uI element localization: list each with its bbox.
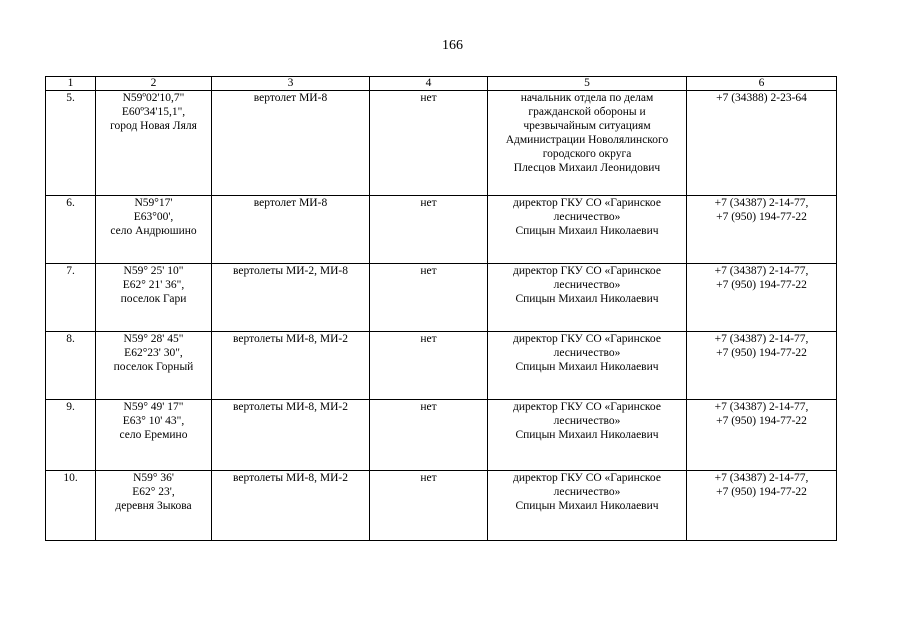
contact-line: чрезвычайным ситуациям bbox=[523, 120, 651, 132]
row-number: 7. bbox=[66, 265, 75, 277]
contact-line: начальник отдела по делам bbox=[520, 92, 654, 104]
aircraft-type: вертолеты МИ-2, МИ-8 bbox=[233, 265, 348, 277]
row-number: 5. bbox=[66, 92, 75, 104]
header-row bbox=[46, 77, 837, 91]
contact-line: Спицын Михаил Николаевич bbox=[515, 293, 659, 305]
location-line: N59° 28' 45" bbox=[123, 333, 184, 345]
contact-cell bbox=[488, 400, 687, 471]
column-4-cell bbox=[370, 332, 488, 400]
contact-line: Спицын Михаил Николаевич bbox=[515, 429, 659, 441]
column-4-cell bbox=[370, 400, 488, 471]
page-number: 166 bbox=[442, 38, 463, 53]
phone-line: +7 (34388) 2-23-64 bbox=[716, 92, 807, 104]
table-row bbox=[46, 196, 837, 264]
header-cell-2: 2 bbox=[96, 77, 212, 91]
header-cell-5: 5 bbox=[488, 77, 687, 91]
header-cell-6: 6 bbox=[687, 77, 837, 91]
phone-cell bbox=[687, 196, 837, 264]
phone-cell bbox=[687, 332, 837, 400]
aircraft-type: вертолет МИ-8 bbox=[253, 197, 328, 209]
contact-line: Спицын Михаил Николаевич bbox=[515, 225, 659, 237]
phone-line: +7 (34387) 2-14-77, bbox=[714, 265, 809, 277]
aircraft-cell bbox=[212, 196, 370, 264]
phone-line: +7 (950) 194-77-22 bbox=[716, 279, 807, 291]
header-cell-4: 4 bbox=[370, 77, 488, 91]
contact-cell bbox=[488, 264, 687, 332]
location-line: N59°17' bbox=[134, 197, 173, 209]
location-line: село Андрюшино bbox=[110, 225, 197, 237]
location-cell bbox=[96, 332, 212, 400]
location-cell bbox=[96, 471, 212, 541]
row-number-cell bbox=[46, 264, 96, 332]
location-line: N59º02'10,7" bbox=[122, 92, 185, 104]
aircraft-cell bbox=[212, 91, 370, 196]
location-line: село Еремино bbox=[119, 429, 188, 441]
location-line: деревня Зыкова bbox=[115, 500, 192, 512]
row-number-cell bbox=[46, 400, 96, 471]
phone-line: +7 (950) 194-77-22 bbox=[716, 347, 807, 359]
location-line: город Новая Ляля bbox=[110, 120, 197, 132]
row-number: 10. bbox=[63, 472, 78, 484]
row-number-cell bbox=[46, 332, 96, 400]
table-row bbox=[46, 91, 837, 196]
contact-cell bbox=[488, 196, 687, 264]
phone-line: +7 (950) 194-77-22 bbox=[716, 415, 807, 427]
column-4-value: нет bbox=[420, 333, 437, 345]
row-number-cell bbox=[46, 196, 96, 264]
location-line: E63°00', bbox=[133, 211, 174, 223]
header-cell-1: 1 bbox=[46, 77, 96, 91]
column-4-value: нет bbox=[420, 92, 437, 104]
phone-line: +7 (950) 194-77-22 bbox=[716, 486, 807, 498]
contact-line: Спицын Михаил Николаевич bbox=[515, 361, 659, 373]
location-cell bbox=[96, 400, 212, 471]
row-number: 8. bbox=[66, 333, 75, 345]
contact-line: лесничество» bbox=[553, 279, 621, 291]
location-cell bbox=[96, 196, 212, 264]
contact-line: городского округа bbox=[542, 148, 632, 160]
phone-line: +7 (34387) 2-14-77, bbox=[714, 333, 809, 345]
contact-line: Плесцов Михаил Леонидович bbox=[513, 162, 661, 174]
aircraft-cell bbox=[212, 332, 370, 400]
table-row bbox=[46, 332, 837, 400]
location-line: E63° 10' 43", bbox=[122, 415, 185, 427]
contact-line: гражданской обороны и bbox=[528, 106, 646, 118]
phone-line: +7 (950) 194-77-22 bbox=[716, 211, 807, 223]
landing-sites-table bbox=[45, 76, 837, 541]
column-4-cell bbox=[370, 264, 488, 332]
column-4-value: нет bbox=[420, 472, 437, 484]
contact-line: директор ГКУ СО «Гаринское bbox=[513, 401, 661, 413]
location-line: E62° 23', bbox=[132, 486, 175, 498]
contact-cell bbox=[488, 332, 687, 400]
phone-cell bbox=[687, 400, 837, 471]
aircraft-cell bbox=[212, 400, 370, 471]
phone-line: +7 (34387) 2-14-77, bbox=[714, 472, 809, 484]
location-line: поселок Горный bbox=[113, 361, 194, 373]
location-cell bbox=[96, 91, 212, 196]
contact-line: директор ГКУ СО «Гаринское bbox=[513, 333, 661, 345]
location-cell bbox=[96, 264, 212, 332]
contact-line: лесничество» bbox=[553, 211, 621, 223]
aircraft-cell bbox=[212, 471, 370, 541]
location-line: N59° 36' bbox=[133, 472, 174, 484]
location-line: E62° 21' 36", bbox=[122, 279, 185, 291]
column-4-cell bbox=[370, 91, 488, 196]
location-line: E62°23' 30", bbox=[124, 347, 183, 359]
aircraft-type: вертолеты МИ-8, МИ-2 bbox=[233, 472, 348, 484]
contact-line: Спицын Михаил Николаевич bbox=[515, 500, 659, 512]
aircraft-cell bbox=[212, 264, 370, 332]
contact-line: лесничество» bbox=[553, 347, 621, 359]
row-number-cell bbox=[46, 91, 96, 196]
contact-line: Администрации Новолялинского bbox=[505, 134, 669, 146]
column-4-cell bbox=[370, 471, 488, 541]
table-row bbox=[46, 264, 837, 332]
contact-cell bbox=[488, 91, 687, 196]
table-row bbox=[46, 471, 837, 541]
row-number-cell bbox=[46, 471, 96, 541]
column-4-value: нет bbox=[420, 401, 437, 413]
phone-cell bbox=[687, 471, 837, 541]
column-4-value: нет bbox=[420, 265, 437, 277]
phone-line: +7 (34387) 2-14-77, bbox=[714, 401, 809, 413]
phone-line: +7 (34387) 2-14-77, bbox=[714, 197, 809, 209]
contact-line: директор ГКУ СО «Гаринское bbox=[513, 472, 661, 484]
header-cell-3: 3 bbox=[212, 77, 370, 91]
contact-line: лесничество» bbox=[553, 486, 621, 498]
table-row bbox=[46, 400, 837, 471]
location-line: E60º34'15,1", bbox=[121, 106, 186, 118]
row-number: 6. bbox=[66, 197, 75, 209]
phone-cell bbox=[687, 264, 837, 332]
contact-cell bbox=[488, 471, 687, 541]
aircraft-type: вертолеты МИ-8, МИ-2 bbox=[233, 401, 348, 413]
aircraft-type: вертолеты МИ-8, МИ-2 bbox=[233, 333, 348, 345]
column-4-value: нет bbox=[420, 197, 437, 209]
phone-cell bbox=[687, 91, 837, 196]
contact-line: директор ГКУ СО «Гаринское bbox=[513, 265, 661, 277]
location-line: N59° 49' 17" bbox=[123, 401, 184, 413]
row-number: 9. bbox=[66, 401, 75, 413]
location-line: поселок Гари bbox=[120, 293, 187, 305]
aircraft-type: вертолет МИ-8 bbox=[253, 92, 328, 104]
contact-line: лесничество» bbox=[553, 415, 621, 427]
contact-line: директор ГКУ СО «Гаринское bbox=[513, 197, 661, 209]
location-line: N59° 25' 10" bbox=[123, 265, 184, 277]
column-4-cell bbox=[370, 196, 488, 264]
